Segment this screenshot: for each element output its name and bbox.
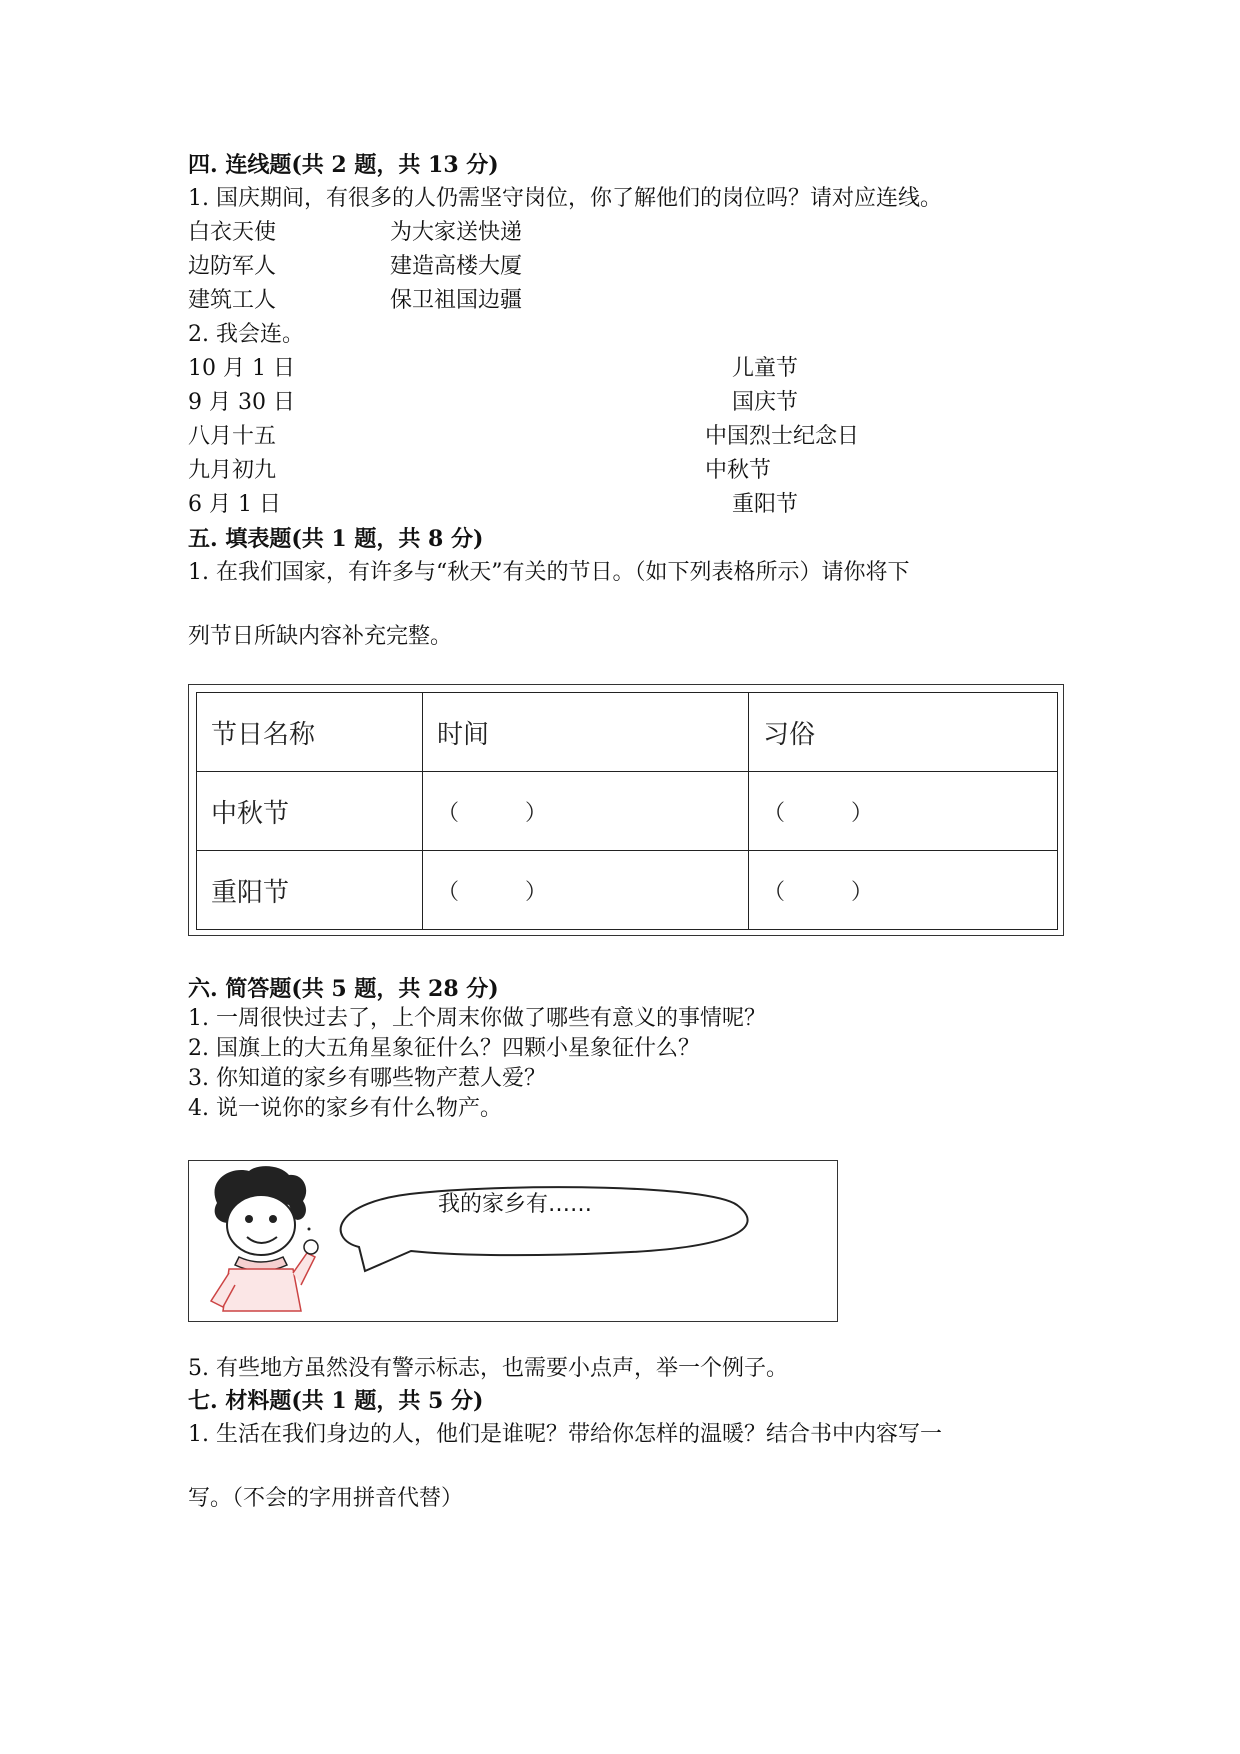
face-shape	[227, 1195, 295, 1255]
question-6-1: 1. 一周很快过去了，上个周末你做了哪些有意义的事情呢？	[188, 1006, 766, 1031]
question-7-1-line1: 1. 生活在我们身边的人，他们是谁呢？带给你怎样的温暖？结合书中内容写一	[188, 1422, 942, 1447]
festival-item: 国庆节	[732, 390, 799, 415]
festival-table	[196, 692, 1058, 930]
date-item: 9 月 30 日	[188, 390, 295, 415]
illustration-box	[188, 1160, 838, 1322]
date-item: 九月初九	[188, 458, 277, 483]
table-cell: 重阳节	[197, 851, 423, 930]
festival-item: 中秋节	[705, 458, 772, 483]
answer-blank[interactable]: （ ）	[423, 851, 749, 930]
question-6-4: 4. 说一说你的家乡有什么物产。	[188, 1096, 502, 1121]
section-5-heading: 五. 填表题(共 1 题，共 8 分)	[188, 526, 484, 552]
date-item: 10 月 1 日	[188, 356, 295, 381]
question-5-1-line2: 列节日所缺内容补充完整。	[188, 624, 453, 649]
match-right-item: 为大家送快递	[390, 220, 523, 245]
table-header-cell: 时间	[423, 693, 749, 772]
section-4-heading: 四. 连线题(共 2 题，共 13 分)	[188, 152, 499, 178]
festival-item: 重阳节	[732, 492, 799, 517]
question-7-1-line2: 写。（不会的字用拼音代替）	[188, 1486, 464, 1511]
question-6-2: 2. 国旗上的大五角星象征什么？四颗小星象征什么？	[188, 1036, 700, 1061]
match-right-item: 建造高楼大厦	[390, 254, 523, 279]
table-row	[197, 772, 1058, 851]
answer-blank[interactable]: （ ）	[749, 851, 1058, 930]
date-item: 6 月 1 日	[188, 492, 281, 517]
table-header-cell: 节日名称	[197, 693, 423, 772]
festival-item: 中国烈士纪念日	[705, 424, 860, 449]
question-6-5: 5. 有些地方虽然没有警示标志，也需要小点声，举一个例子。	[188, 1356, 788, 1381]
table-header-row	[197, 693, 1058, 772]
table-header-cell: 习俗	[749, 693, 1058, 772]
shirt-shape	[223, 1269, 301, 1311]
match-left-item: 边防军人	[188, 254, 277, 279]
answer-blank[interactable]: （ ）	[423, 772, 749, 851]
question-4-2: 2. 我会连。	[188, 322, 304, 347]
match-left-item: 白衣天使	[188, 220, 277, 245]
table-cell: 中秋节	[197, 772, 423, 851]
speech-bubble-text: 我的家乡有……	[438, 1192, 593, 1217]
child-speaking-illustration	[189, 1161, 837, 1321]
festival-item: 儿童节	[732, 356, 799, 381]
table-row	[197, 851, 1058, 930]
answer-blank[interactable]: （ ）	[749, 772, 1058, 851]
match-left-item: 建筑工人	[188, 288, 277, 313]
question-4-1: 1. 国庆期间，有很多的人仍需坚守岗位，你了解他们的岗位吗？请对应连线。	[188, 186, 942, 211]
date-item: 八月十五	[188, 424, 277, 449]
question-6-3: 3. 你知道的家乡有哪些物产惹人爱？	[188, 1066, 546, 1091]
match-right-item: 保卫祖国边疆	[390, 288, 523, 313]
question-5-1-line1: 1. 在我们国家，有许多与“秋天”有关的节日。（如下列表格所示）请你将下	[188, 560, 910, 585]
section-6-heading: 六. 简答题(共 5 题，共 28 分)	[188, 976, 499, 1002]
section-7-heading: 七. 材料题(共 1 题，共 5 分)	[188, 1388, 484, 1414]
